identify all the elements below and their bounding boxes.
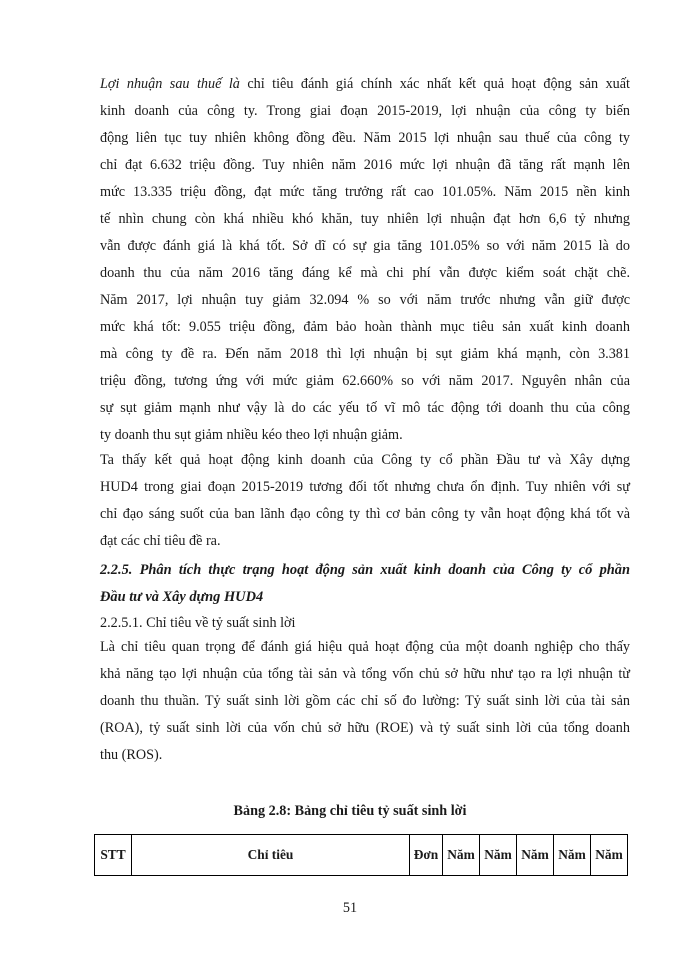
text-line: kinh doanh của công ty. Trong giai đoạn 2015-2019, lợi nhuận của công ty biến: [100, 103, 630, 119]
text-line: mà công ty đề ra. Đến năm 2018 thì lợi nhuận bị sụt giảm khá mạnh, còn 3.381: [100, 346, 630, 362]
header-cell-unit: Đơn: [410, 835, 443, 876]
text-line: HUD4 trong giai đoạn 2015-2019 tương đối tốt nhưng chưa ổn định. Tuy nhiên với sự: [100, 479, 630, 495]
header-cell-year: Năm: [554, 835, 591, 876]
text-line: triệu đồng, tương ứng với mức giảm 62.660% so với năm 2017. Nguyên nhân của: [100, 373, 630, 389]
text-line: doanh thu của năm 2016 tăng đáng kể mà chi phí vẫn được kiểm soát chặt chẽ.: [100, 265, 630, 281]
header-cell-year: Năm: [443, 835, 480, 876]
section-heading: [100, 557, 630, 611]
text-line: thu (ROS).: [100, 747, 163, 763]
text-line: ty doanh thu sụt giảm nhiều kéo theo lợi nhuận giảm.: [100, 427, 403, 443]
text-line: động liên tục tuy nhiên không đồng đều. Năm 2015 lợi nhuận sau thuế của công ty: [100, 130, 630, 146]
text-line: mức khá tốt: 9.055 triệu đồng, đảm bảo hoàn thành mục tiêu sản xuất kinh doanh: [100, 319, 630, 335]
header-cell-stt: STT: [95, 835, 132, 876]
profitability-table: [94, 834, 628, 876]
text-line: Lợi nhuận sau thuế là chỉ tiêu đánh giá chính xác nhất kết quả hoạt động sản xuất: [100, 76, 630, 92]
heading-line: Đầu tư và Xây dựng HUD4: [100, 589, 264, 605]
header-cell-indicator: Chỉ tiêu: [132, 835, 410, 876]
text-line: (ROA), tỷ suất sinh lời của vốn chủ sở hữu (ROE) và tỷ suất sinh lời của tổng doanh: [100, 720, 630, 736]
text-line: tế nhìn chung còn khá nhiều khó khăn, tuy nhiên lợi nhuận đạt hơn 6,6 tỷ nhưng: [100, 211, 630, 227]
subsection-heading: 2.2.5.1. Chỉ tiêu về tỷ suất sinh lời: [100, 615, 296, 631]
text-line: doanh thu thuần. Tỷ suất sinh lời gồm các chỉ số đo lường: Tỷ suất sinh lời của tài sản: [100, 693, 630, 709]
page-number: 51: [342, 900, 358, 916]
paragraph-profit: [100, 71, 630, 449]
header-cell-year: Năm: [517, 835, 554, 876]
heading-line: 2.2.5. Phân tích thực trạng hoạt động sản xuất kinh doanh của Công ty cổ phần: [100, 562, 630, 578]
text-line: vẫn được đánh giá là khá tốt. Sở dĩ có sự gia tăng 101.05% so với năm 2015 là do: [100, 238, 630, 254]
text-line: đạt các chỉ tiêu đề ra.: [100, 533, 221, 549]
paragraph-summary: [100, 447, 630, 555]
text-line: sự sụt giảm mạnh như vậy là do các yếu tố vĩ mô tác động tới doanh thu của công: [100, 400, 630, 416]
header-cell-year: Năm: [591, 835, 628, 876]
table-header-row: [95, 835, 628, 876]
text-line: Năm 2017, lợi nhuận tuy giảm 32.094 % so với năm trước nhưng vẫn giữ được: [100, 292, 630, 308]
header-cell-year: Năm: [480, 835, 517, 876]
text-line: chỉ đạo sáng suốt của ban lãnh đạo công ty thì cơ bản công ty vẫn hoạt động khá tốt và: [100, 506, 630, 522]
text-line: Là chỉ tiêu quan trọng để đánh giá hiệu quả hoạt động của một doanh nghiệp cho thấy: [100, 639, 630, 655]
text-line: Ta thấy kết quả hoạt động kinh doanh của Công ty cổ phần Đầu tư và Xây dựng: [100, 452, 630, 468]
text-line: mức 13.335 triệu đồng, đạt mức tăng trưởng rất cao 101.05%. Năm 2015 nền kinh: [100, 184, 630, 200]
paragraph-definition: [100, 634, 630, 769]
text-line: khả năng tạo lợi nhuận của tổng tài sản và tổng vốn chủ sở hữu như tạo ra lợi nhuận từ: [100, 666, 630, 682]
text-line: chỉ đạt 6.632 triệu đồng. Tuy nhiên năm 2016 mức lợi nhuận đã tăng rất mạnh lên: [100, 157, 630, 173]
table-caption: Bảng 2.8: Bảng chỉ tiêu tỷ suất sinh lời: [233, 803, 467, 819]
